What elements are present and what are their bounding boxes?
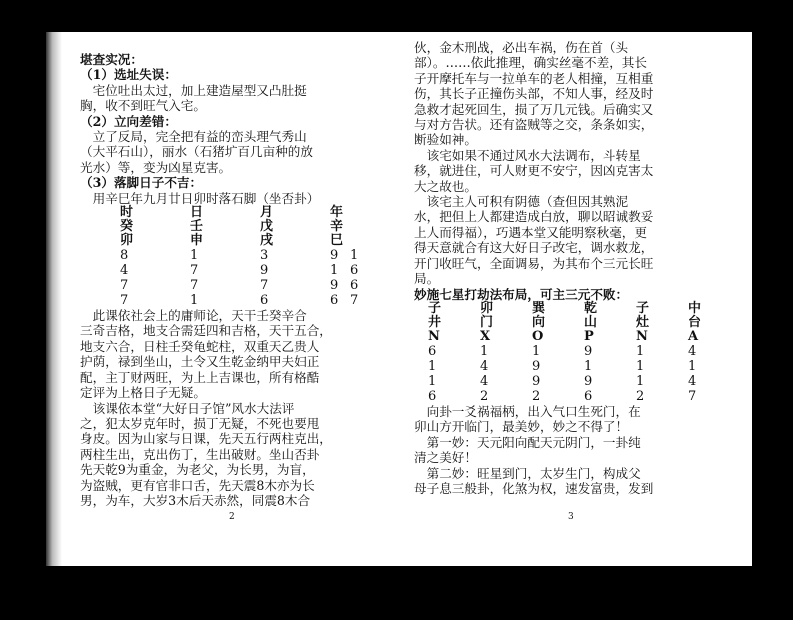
text-line: 卯山方开临门，最美妙，妙之不得了！ <box>414 419 629 435</box>
text-line: 地支六合，日柱壬癸龟蛇柱，双重天乙贵人 <box>80 338 320 354</box>
text-line: 为盗贼，更有官非口舌，先天震8木亦为长 <box>80 477 315 493</box>
grid-cell: A <box>688 328 699 344</box>
pillar-branches <box>120 234 390 248</box>
pillar-number: 6 <box>350 263 359 279</box>
text-line: 局。 <box>414 271 440 287</box>
scan-bottom-border <box>0 566 793 620</box>
grid-cell: 井 <box>428 314 442 330</box>
pillar-number: 1 <box>190 293 199 309</box>
text-line: 向卦一爻祸福柄，出入气口生死门，在 <box>414 403 641 419</box>
pillar-labels <box>120 206 390 220</box>
text-line: 立了反局，完全把有益的峦头理气秀山 <box>80 129 307 145</box>
right-page <box>404 32 752 566</box>
pillar-stem: 壬 <box>190 219 204 235</box>
left-page <box>46 32 404 566</box>
pillar-number: 7 <box>190 278 199 294</box>
pillar-stems <box>120 220 390 234</box>
text-line: 身皮。因为山家与日课，先天五行两柱克出， <box>80 431 332 447</box>
text-line: 先天乾9为重金，为老父，为长男，为盲， <box>80 462 315 478</box>
text-line: 得天意就合有这大好日子改宅，调水救龙， <box>414 240 654 256</box>
grid-cell: 1 <box>532 343 541 359</box>
pillar-stem: 癸 <box>120 219 134 235</box>
pillar-label: 日 <box>190 205 204 221</box>
layout-grid-row-letters <box>428 330 742 344</box>
subheading: （1）选址失误： <box>80 67 177 83</box>
grid-cell: X <box>480 328 491 344</box>
pillar-label: 月 <box>260 205 274 221</box>
grid-cell: 灶 <box>636 314 650 330</box>
pillar-number: 1 <box>330 263 339 279</box>
text-line: 第一妙：天元阳向配天元阴门，一卦纯 <box>414 434 641 450</box>
subheading: （2）立向差错： <box>80 113 177 129</box>
text-line: 水，把但上人都建造成白放，聊以昭诚教妥 <box>414 209 654 225</box>
grid-cell: 9 <box>532 373 541 389</box>
grid-cell: 4 <box>688 343 697 359</box>
pillar-number: 4 <box>120 263 129 279</box>
grid-cell: 9 <box>584 343 593 359</box>
grid-cell: 1 <box>688 358 697 374</box>
text-line: 定评为上格日子无疑。 <box>80 385 206 401</box>
pillar-branch: 巳 <box>330 233 344 249</box>
text-line: 胸，收不到旺气入宅。 <box>80 98 206 114</box>
grid-cell: 卯 <box>480 300 494 316</box>
grid-cell: O <box>532 328 544 344</box>
pillar-number: 7 <box>350 293 359 309</box>
extra-number-column <box>350 248 370 308</box>
text-line: 大之故也。 <box>414 178 477 194</box>
pillar-number: 6 <box>330 293 339 309</box>
grid-cell: 6 <box>428 388 437 404</box>
text-line: 该宅如果不通过风水大法调布，斗转星 <box>414 147 641 163</box>
grid-cell: 1 <box>636 358 645 374</box>
text-line: 之，犯太岁克年时，损丁无疑，不死也要甩 <box>80 415 320 431</box>
layout-grid-number-row <box>428 359 742 374</box>
text-line: 断验如神。 <box>414 132 477 148</box>
layout-grid-number-row <box>428 344 742 359</box>
text-line: 与对方告状。还有盗贼等之交，条条如实， <box>414 117 654 133</box>
text-line: 部）。……依此推理，确实丝毫不差，其长 <box>414 55 647 71</box>
grid-cell: 6 <box>428 343 437 359</box>
pillar-number: 9 <box>260 263 269 279</box>
grid-cell: 2 <box>480 388 489 404</box>
grid-cell: 1 <box>584 358 593 374</box>
pillar-branch: 申 <box>190 233 204 249</box>
section-heading: 堪查实况： <box>80 52 143 67</box>
pillar-branch: 卯 <box>120 233 134 249</box>
subheading: （3）落脚日子不吉： <box>80 175 203 191</box>
text-line: 清之美好！ <box>414 450 477 466</box>
grid-cell: 巽 <box>532 300 546 316</box>
text-line: 急救才起死回生，损了万几元钱。后确实又 <box>414 101 654 117</box>
grid-cell: 1 <box>480 343 489 359</box>
grid-cell: 中 <box>688 300 702 316</box>
text-line: 三奇吉格，地支合需廷四和吉格，天干五合， <box>80 323 332 339</box>
text-line: 该宅主人可积有阴德（查但因其熟泥 <box>414 194 629 210</box>
text-line: 该课依本堂“大好日子馆”风水大法评 <box>80 400 295 416</box>
text-line: 宅位吐出太过，加上建造屋型又凸肚挺 <box>80 82 307 98</box>
pillar-stem: 辛 <box>330 219 344 235</box>
layout-grid-number-row <box>428 389 742 404</box>
page-curl-shadow <box>46 32 62 566</box>
text-line: 用辛巳年九月廿日卯时落石脚（坐否卦） <box>80 190 320 206</box>
pillar-number: 9 <box>330 278 339 294</box>
grid-cell: 子 <box>636 300 650 316</box>
grid-cell: 4 <box>480 373 489 389</box>
pillar-branch: 戌 <box>260 233 274 249</box>
pillar-number: 7 <box>260 278 269 294</box>
grid-cell: 1 <box>636 373 645 389</box>
layout-heading: 妙施七星打劫法布局，可主三元不败： <box>414 286 629 302</box>
layout-grid-row-positions <box>428 302 742 316</box>
pillar-number: 3 <box>260 248 269 264</box>
grid-cell: 门 <box>480 314 494 330</box>
page-number: 3 <box>568 512 574 522</box>
grid-cell: N <box>636 328 648 344</box>
pillar-number: 8 <box>120 248 129 264</box>
text-line: （大平石山），丽水（石猪圹百几亩种的放 <box>80 144 313 160</box>
pillar-number: 1 <box>350 248 359 264</box>
text-line: 移，就进住，可人财更不安宁，因凶克害太 <box>414 163 654 179</box>
scan-left-border <box>0 32 46 566</box>
scan-right-border <box>752 32 793 566</box>
grid-cell: 1 <box>636 343 645 359</box>
grid-cell: 子 <box>428 300 442 316</box>
layout-grid-number-row <box>428 374 742 389</box>
pillar-number: 1 <box>190 248 199 264</box>
grid-cell: 2 <box>636 388 645 404</box>
grid-cell: 山 <box>584 314 598 330</box>
pillar-number: 7 <box>190 263 199 279</box>
pillar-label: 时 <box>120 205 134 221</box>
text-line: 光水）等，变为凶星克害。 <box>80 159 232 175</box>
text-line: 男，为车，大岁3木后天赤然，同震8木合 <box>80 492 311 508</box>
layout-grid-row-items <box>428 316 742 330</box>
grid-cell: 4 <box>480 358 489 374</box>
pillar-number: 9 <box>330 248 339 264</box>
text-line: 护荫，禄到坐山，土令又生乾金纳甲夫妇正 <box>80 354 320 370</box>
grid-cell: 1 <box>428 373 437 389</box>
grid-cell: 9 <box>532 358 541 374</box>
grid-cell: 向 <box>532 314 546 330</box>
grid-cell: N <box>428 328 440 344</box>
text-line: 伤，其长子正撞伤头部，不知人事，经及时 <box>414 86 654 102</box>
scan-top-border <box>0 0 793 32</box>
right-page-text <box>414 40 742 496</box>
pillar-label: 年 <box>330 205 344 221</box>
text-line: 子开摩托车与一拉单车的老人相撞，互相重 <box>414 70 654 86</box>
grid-cell: 7 <box>688 388 697 404</box>
page-number: 2 <box>229 512 235 522</box>
text-line: 伙，金木刑战，必出车祸，伤在首（头 <box>414 40 629 55</box>
pillar-number: 6 <box>350 278 359 294</box>
text-line: 此课依社会上的庸师论，天干壬癸辛合 <box>80 308 307 324</box>
grid-cell: P <box>584 328 594 344</box>
text-line: 两柱生出，克出伤丁，生出破财。坐山否卦 <box>80 446 320 462</box>
text-line: 开门收旺气，全面调易，为其布个三元长旺 <box>414 255 654 271</box>
pillar-number: 6 <box>260 293 269 309</box>
grid-cell: 乾 <box>584 300 598 316</box>
pillar-number: 7 <box>120 293 129 309</box>
grid-cell: 4 <box>688 373 697 389</box>
grid-cell: 9 <box>584 373 593 389</box>
grid-cell: 1 <box>428 358 437 374</box>
left-page-text <box>80 52 390 508</box>
pillar-stem: 戊 <box>260 219 274 235</box>
text-line: 配，主丁财两旺，为上上吉课也，所有格酷 <box>80 369 320 385</box>
grid-cell: 2 <box>532 388 541 404</box>
text-line: 第二妙：旺星到门，太岁生门，构成父 <box>414 465 641 481</box>
pillar-number: 7 <box>120 278 129 294</box>
text-line: 母子息三般卦，化煞为权，速发富贵，发到 <box>414 480 654 496</box>
text-line: 上人而得福），巧遇本堂又能明察秋毫，更 <box>414 224 647 240</box>
grid-cell: 6 <box>584 388 593 404</box>
grid-cell: 台 <box>688 314 702 330</box>
